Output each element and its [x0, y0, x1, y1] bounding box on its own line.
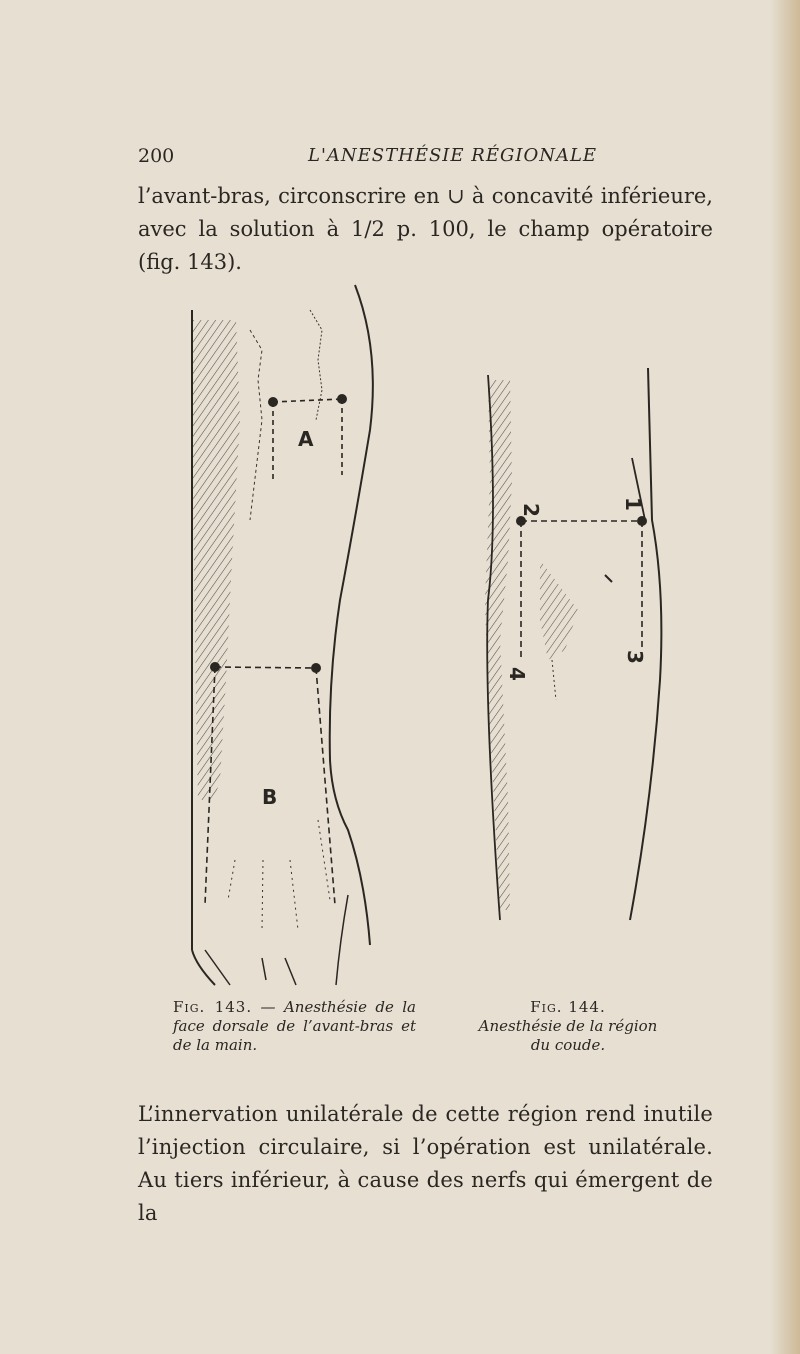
label-3: 3 — [622, 650, 647, 664]
figure-144-caption-text: Anesthésie de la région du coude. — [478, 1017, 658, 1054]
paragraph-top: l’avant-bras, circonscrire en ∪ à concavité inférieure, avec la solution à 1/2 p. 100, le champ opératoire (fig. 143). — [138, 184, 713, 274]
figure-144-caption-label: Fig. 144. — [530, 998, 606, 1016]
running-title: L'ANESTHÉSIE RÉGIONALE — [308, 145, 598, 166]
label-b: B — [262, 785, 278, 809]
label-4: 4 — [504, 667, 529, 681]
figure-143-drawing — [192, 285, 373, 985]
figure-143-caption-label: Fig. 143. — [173, 998, 253, 1016]
label-2: 2 — [518, 503, 543, 517]
paragraph-bottom: L’innervation unilatérale de cette région rend inutile l’injection circulaire, si l’opération est unilatérale. Au tiers inférieur, à cause des nerfs qui émergent de la — [138, 1102, 713, 1225]
figure-143-caption-text: — Anesthésie de la face dorsale de l’avant-bras et de la main. — [173, 998, 416, 1054]
figure-144-caption — [468, 998, 668, 1055]
label-1: 1 — [620, 497, 645, 511]
label-a: A — [298, 427, 314, 451]
figure-144-drawing — [485, 368, 661, 920]
page-number: 200 — [138, 145, 175, 167]
figure-143-caption — [173, 998, 416, 1055]
